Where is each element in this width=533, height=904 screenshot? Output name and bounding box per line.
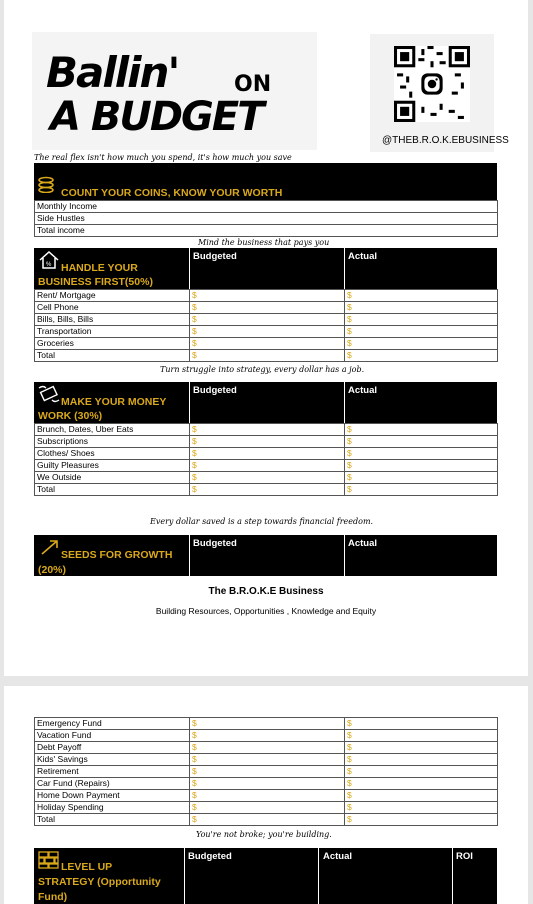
quote-freedom: Every dollar saved is a step towards financial freedom.: [150, 517, 374, 526]
row-label: Holiday Spending: [35, 802, 190, 814]
row-label: Total: [35, 484, 190, 496]
actual-cell[interactable]: $: [345, 778, 498, 790]
actual-cell[interactable]: $: [345, 802, 498, 814]
budgeted-cell[interactable]: $: [190, 302, 345, 314]
business-meaning: Building Resources, Opportunities , Knowledge and Equity: [155, 606, 377, 616]
table-row: [35, 790, 498, 802]
table-row: [35, 350, 498, 362]
column-divider: [344, 248, 345, 289]
tagline: The real flex isn't how much you spend, it's how much you save: [34, 153, 292, 162]
table-row: [35, 754, 498, 766]
quote-struggle: Turn struggle into strategy, every dollar has a job.: [160, 365, 365, 374]
actual-cell[interactable]: $: [345, 730, 498, 742]
table-row: [35, 225, 498, 237]
row-label: Cell Phone: [35, 302, 190, 314]
table-row: [35, 460, 498, 472]
actual-column-header: Actual: [323, 851, 353, 862]
row-label: Home Down Payment: [35, 790, 190, 802]
budgeted-cell[interactable]: $: [190, 448, 345, 460]
seeds-title-line2: (20%): [38, 564, 67, 576]
actual-cell[interactable]: $: [345, 814, 498, 826]
budgeted-cell[interactable]: $: [190, 338, 345, 350]
row-label: We Outside: [35, 472, 190, 484]
table-row: [35, 472, 498, 484]
actual-cell[interactable]: $: [345, 448, 498, 460]
essentials-table: [34, 289, 498, 362]
table-row: [35, 766, 498, 778]
column-divider: [344, 382, 345, 423]
wants-table: [34, 423, 498, 496]
table-row: [35, 213, 498, 225]
budgeted-cell[interactable]: $: [190, 814, 345, 826]
row-label: Clothes/ Shoes: [35, 448, 190, 460]
business-name: The B.R.O.K.E Business: [208, 586, 324, 597]
growth-arrow-icon: [40, 538, 60, 556]
actual-cell[interactable]: $: [345, 290, 498, 302]
budgeted-cell[interactable]: $: [190, 314, 345, 326]
actual-cell[interactable]: $: [345, 754, 498, 766]
table-row: [35, 730, 498, 742]
seeds-title-line1: SEEDS FOR GROWTH: [61, 549, 173, 561]
budgeted-cell[interactable]: $: [190, 436, 345, 448]
house-icon: [38, 250, 60, 270]
actual-cell[interactable]: $: [345, 338, 498, 350]
levelup-title-line1: LEVEL UP: [61, 861, 113, 873]
bricks-icon: [38, 851, 60, 869]
row-label: Monthly Income: [35, 201, 498, 213]
actual-cell[interactable]: $: [345, 460, 498, 472]
row-label: Groceries: [35, 338, 190, 350]
business-title-line1: HANDLE YOUR: [61, 262, 138, 274]
actual-cell[interactable]: $: [345, 790, 498, 802]
table-row: [35, 436, 498, 448]
budgeted-cell[interactable]: $: [190, 460, 345, 472]
actual-column-header: Actual: [348, 251, 378, 262]
budgeted-cell[interactable]: $: [190, 766, 345, 778]
column-divider: [189, 248, 190, 289]
budgeted-cell[interactable]: $: [190, 290, 345, 302]
actual-cell[interactable]: $: [345, 314, 498, 326]
table-row: [35, 326, 498, 338]
row-label: Total income: [35, 225, 498, 237]
row-label: Brunch, Dates, Uber Eats: [35, 424, 190, 436]
budgeted-column-header: Budgeted: [193, 538, 237, 549]
row-label: Vacation Fund: [35, 730, 190, 742]
budgeted-column-header: Budgeted: [188, 851, 232, 862]
actual-column-header: Actual: [348, 385, 378, 396]
money-fly-icon: [37, 384, 61, 404]
column-divider: [452, 848, 453, 904]
budgeted-cell[interactable]: $: [190, 484, 345, 496]
table-row: [35, 778, 498, 790]
actual-cell[interactable]: $: [345, 766, 498, 778]
column-divider: [189, 382, 190, 423]
actual-cell[interactable]: $: [345, 472, 498, 484]
svg-text:%: %: [46, 262, 52, 268]
coins-icon: [38, 176, 58, 193]
actual-cell[interactable]: $: [345, 484, 498, 496]
levelup-title-line2: STRATEGY (Opportunity: [38, 876, 161, 888]
row-label: Subscriptions: [35, 436, 190, 448]
budgeted-cell[interactable]: $: [190, 802, 345, 814]
count-coins-title: COUNT YOUR COINS, KNOW YOUR WORTH: [61, 187, 283, 199]
budgeted-cell[interactable]: $: [190, 730, 345, 742]
budgeted-cell[interactable]: $: [190, 326, 345, 338]
row-label: Rent/ Mortgage: [35, 290, 190, 302]
income-table: [34, 200, 498, 237]
logo-line2: A BUDGET: [50, 94, 263, 140]
logo-on: ON: [234, 72, 272, 97]
table-row: [35, 814, 498, 826]
instagram-qr-icon: [394, 46, 470, 122]
budgeted-column-header: Budgeted: [193, 251, 237, 262]
actual-cell[interactable]: $: [345, 350, 498, 362]
table-row: [35, 802, 498, 814]
row-label: Guilty Pleasures: [35, 460, 190, 472]
budgeted-cell[interactable]: $: [190, 424, 345, 436]
logo-line1: Ballin': [46, 48, 179, 97]
actual-cell[interactable]: $: [345, 326, 498, 338]
table-row: [35, 718, 498, 730]
budgeted-cell[interactable]: $: [190, 754, 345, 766]
money-title-line1: MAKE YOUR MONEY: [61, 396, 167, 408]
row-label: Kids' Savings: [35, 754, 190, 766]
roi-column-header: ROI: [456, 851, 473, 862]
table-row: [35, 424, 498, 436]
actual-cell[interactable]: $: [345, 302, 498, 314]
budgeted-cell[interactable]: $: [190, 718, 345, 730]
budgeted-cell[interactable]: $: [190, 472, 345, 484]
table-row: [35, 314, 498, 326]
row-label: Transportation: [35, 326, 190, 338]
actual-cell[interactable]: $: [345, 424, 498, 436]
table-row: [35, 302, 498, 314]
column-divider: [189, 535, 190, 576]
quote-building: You're not broke; you're building.: [196, 830, 332, 839]
table-row: [35, 484, 498, 496]
business-title-line2: BUSINESS FIRST(50%): [38, 276, 153, 288]
budgeted-column-header: Budgeted: [193, 385, 237, 396]
table-row: [35, 742, 498, 754]
row-label: Emergency Fund: [35, 718, 190, 730]
row-label: Debt Payoff: [35, 742, 190, 754]
social-handle: @THEB.R.O.K.EBUSINESS: [382, 135, 509, 146]
savings-table: [34, 717, 498, 826]
logo: [32, 32, 317, 150]
quote-business: Mind the business that pays you: [198, 238, 330, 247]
budgeted-cell[interactable]: $: [190, 790, 345, 802]
actual-column-header: Actual: [348, 538, 378, 549]
table-row: [35, 338, 498, 350]
money-title-line2: WORK (30%): [38, 410, 103, 422]
budgeted-cell[interactable]: $: [190, 742, 345, 754]
table-row: [35, 448, 498, 460]
row-label: Car Fund (Repairs): [35, 778, 190, 790]
row-label: Total: [35, 350, 190, 362]
row-label: Retirement: [35, 766, 190, 778]
table-row: [35, 201, 498, 213]
actual-cell[interactable]: $: [345, 436, 498, 448]
actual-cell[interactable]: $: [345, 718, 498, 730]
row-label: Total: [35, 814, 190, 826]
column-divider: [318, 848, 319, 904]
row-label: Bills, Bills, Bills: [35, 314, 190, 326]
column-divider: [184, 848, 185, 904]
budgeted-cell[interactable]: $: [190, 350, 345, 362]
table-row: [35, 290, 498, 302]
column-divider: [344, 535, 345, 576]
budgeted-cell[interactable]: $: [190, 778, 345, 790]
levelup-title-line3: Fund): [38, 891, 68, 903]
actual-cell[interactable]: $: [345, 742, 498, 754]
row-label: Side Hustles: [35, 213, 498, 225]
